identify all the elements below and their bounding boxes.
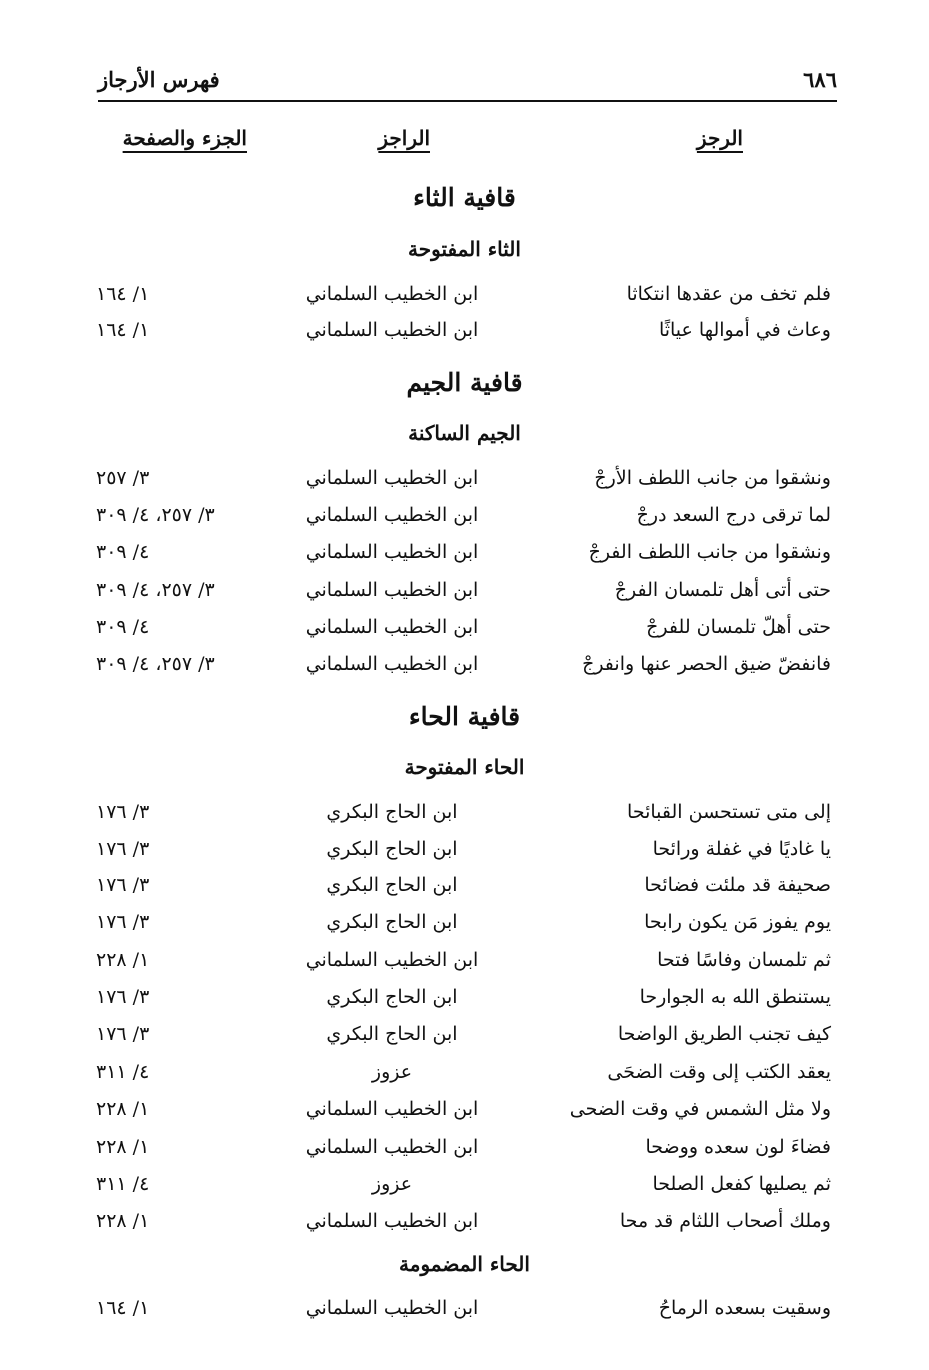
volume-page-ref: ٤/ ٣١١ <box>96 1173 150 1195</box>
verse-text: حتى أهلّ تلمسان للفرجْ <box>646 616 831 638</box>
volume-page-ref: ٣/ ١٧٦ <box>96 838 150 860</box>
verse-text: يا غاديًا في غفلة ورائحا <box>652 838 831 860</box>
volume-page-ref: ٣/ ٢٥٧، ٤/ ٣٠٩ <box>96 653 215 675</box>
index-entry <box>0 574 929 606</box>
verse-text: يوم يفوز مَن يكون رابحا <box>644 911 831 933</box>
column-header-rajaz: الرجز <box>696 126 743 150</box>
volume-page-ref: ٤/ ٣١١ <box>96 1061 150 1083</box>
index-entry <box>0 314 929 346</box>
verse-text: وعاث في أموالها عياثًا <box>658 319 831 341</box>
subsection-title-ha-maftuha: الحاء المفتوحة <box>404 755 525 779</box>
volume-page-ref: ٣/ ١٧٦ <box>96 801 150 823</box>
verse-text: كيف تجنب الطريق الواضحا <box>617 1023 831 1045</box>
volume-page-ref: ١/ ٢٢٨ <box>96 1098 150 1120</box>
verse-text: إلى متى تستحسن القبائحا <box>627 801 831 823</box>
poet-name: ابن الحاج البكري <box>326 874 458 896</box>
poet-name: ابن الخطيب السلماني <box>305 653 479 675</box>
verse-text: لما ترقى درج السعد درجْ <box>636 504 831 526</box>
verse-text: يستنطق الله به الجوارحا <box>639 986 831 1008</box>
index-entry <box>0 833 929 865</box>
volume-page-ref: ٣/ ١٧٦ <box>96 1023 150 1045</box>
index-entry <box>0 796 929 828</box>
volume-page-ref: ١/ ٢٢٨ <box>96 1210 150 1232</box>
poet-name: ابن الحاج البكري <box>326 986 458 1008</box>
volume-page-ref: ٣/ ١٧٦ <box>96 986 150 1008</box>
index-entry <box>0 1131 929 1163</box>
index-entry <box>0 499 929 531</box>
index-entry <box>0 1292 929 1324</box>
index-entry <box>0 462 929 494</box>
poet-name: ابن الخطيب السلماني <box>305 541 479 563</box>
volume-page-ref: ١/ ١٦٤ <box>96 319 150 341</box>
poet-name: ابن الخطيب السلماني <box>305 467 479 489</box>
poet-name: ابن الخطيب السلماني <box>305 1297 479 1319</box>
column-header-volume-page: الجزء والصفحة <box>122 126 247 150</box>
verse-text: فانفضّ ضيق الحصر عنها وانفرجْ <box>582 653 831 675</box>
index-entry <box>0 278 929 310</box>
index-entry <box>0 944 929 976</box>
volume-page-ref: ٤/ ٣٠٩ <box>96 616 150 638</box>
verse-text: ونشقوا من جانب اللطف الأرجْ <box>594 467 831 489</box>
index-entry <box>0 648 929 680</box>
index-entry <box>0 906 929 938</box>
volume-page-ref: ٤/ ٣٠٩ <box>96 541 150 563</box>
poet-name: ابن الحاج البكري <box>326 1023 458 1045</box>
volume-page-ref: ١/ ١٦٤ <box>96 283 150 305</box>
index-entry <box>0 536 929 568</box>
volume-page-ref: ٣/ ١٧٦ <box>96 874 150 896</box>
poet-name: ابن الخطيب السلماني <box>305 504 479 526</box>
volume-page-ref: ٣/ ٢٥٧، ٤/ ٣٠٩ <box>96 579 215 601</box>
index-entry <box>0 1056 929 1088</box>
verse-text: وملك أصحاب اللثام قد محا <box>619 1210 831 1232</box>
verse-text: يعقد الكتب إلى وقت الضحَى <box>607 1061 831 1083</box>
poet-name: ابن الحاج البكري <box>326 911 458 933</box>
poet-name: عزوز <box>371 1173 413 1195</box>
header-rule <box>98 100 837 102</box>
poet-name: ابن الخطيب السلماني <box>305 283 479 305</box>
volume-page-ref: ٣/ ٢٥٧، ٤/ ٣٠٩ <box>96 504 215 526</box>
poet-name: ابن الخطيب السلماني <box>305 579 479 601</box>
poet-name: ابن الخطيب السلماني <box>305 319 479 341</box>
index-entry <box>0 1168 929 1200</box>
volume-page-ref: ١/ ١٦٤ <box>96 1297 150 1319</box>
volume-page-ref: ٣/ ٢٥٧ <box>96 467 150 489</box>
poet-name: ابن الخطيب السلماني <box>305 1098 479 1120</box>
index-entry <box>0 869 929 901</box>
subsection-title-ha-madmuma: الحاء المضمومة <box>399 1252 530 1276</box>
poet-name: ابن الخطيب السلماني <box>305 1136 479 1158</box>
verse-text: وسقيت بسعده الرماحُ <box>658 1297 831 1319</box>
verse-text: حتى أتى أهل تلمسان الفرجْ <box>614 579 831 601</box>
volume-page-ref: ٣/ ١٧٦ <box>96 911 150 933</box>
verse-text: ولا مثل الشمس في وقت الضحى <box>569 1098 831 1120</box>
index-entry <box>0 1205 929 1237</box>
poet-name: ابن الحاج البكري <box>326 801 458 823</box>
verse-text: فضاءَ لون سعده ووضحا <box>645 1136 831 1158</box>
subsection-title-jim-sakina: الجيم الساكنة <box>408 421 521 445</box>
poet-name: ابن الخطيب السلماني <box>305 616 479 638</box>
index-entry <box>0 981 929 1013</box>
poet-name: ابن الخطيب السلماني <box>305 1210 479 1232</box>
poet-name: ابن الحاج البكري <box>326 838 458 860</box>
volume-page-ref: ١/ ٢٢٨ <box>96 949 150 971</box>
column-header-rajiz: الراجز <box>378 126 430 150</box>
verse-text: ثم تلمسان وفاسًا فتحا <box>657 949 831 971</box>
page-number: ٦٨٦ <box>803 67 837 92</box>
index-entry <box>0 1018 929 1050</box>
verse-text: ونشقوا من جانب اللطف الفرجْ <box>588 541 831 563</box>
running-title: فهرس الأرجاز <box>98 67 220 92</box>
section-title-tha: قافية الثاء <box>413 183 516 212</box>
poet-name: عزوز <box>371 1061 413 1083</box>
section-title-jim: قافية الجيم <box>406 368 523 397</box>
verse-text: ثم يصليها كفعل الصلحا <box>652 1173 831 1195</box>
volume-page-ref: ١/ ٢٢٨ <box>96 1136 150 1158</box>
verse-text: صحيفة قد ملئت فضائحا <box>644 874 831 896</box>
subsection-title-tha-maftuha: الثاء المفتوحة <box>408 237 521 261</box>
verse-text: فلم تخف من عقدها انتكاثا <box>626 283 831 305</box>
index-entry <box>0 1093 929 1125</box>
index-entry <box>0 611 929 643</box>
poet-name: ابن الخطيب السلماني <box>305 949 479 971</box>
section-title-ha: قافية الحاء <box>408 702 521 731</box>
